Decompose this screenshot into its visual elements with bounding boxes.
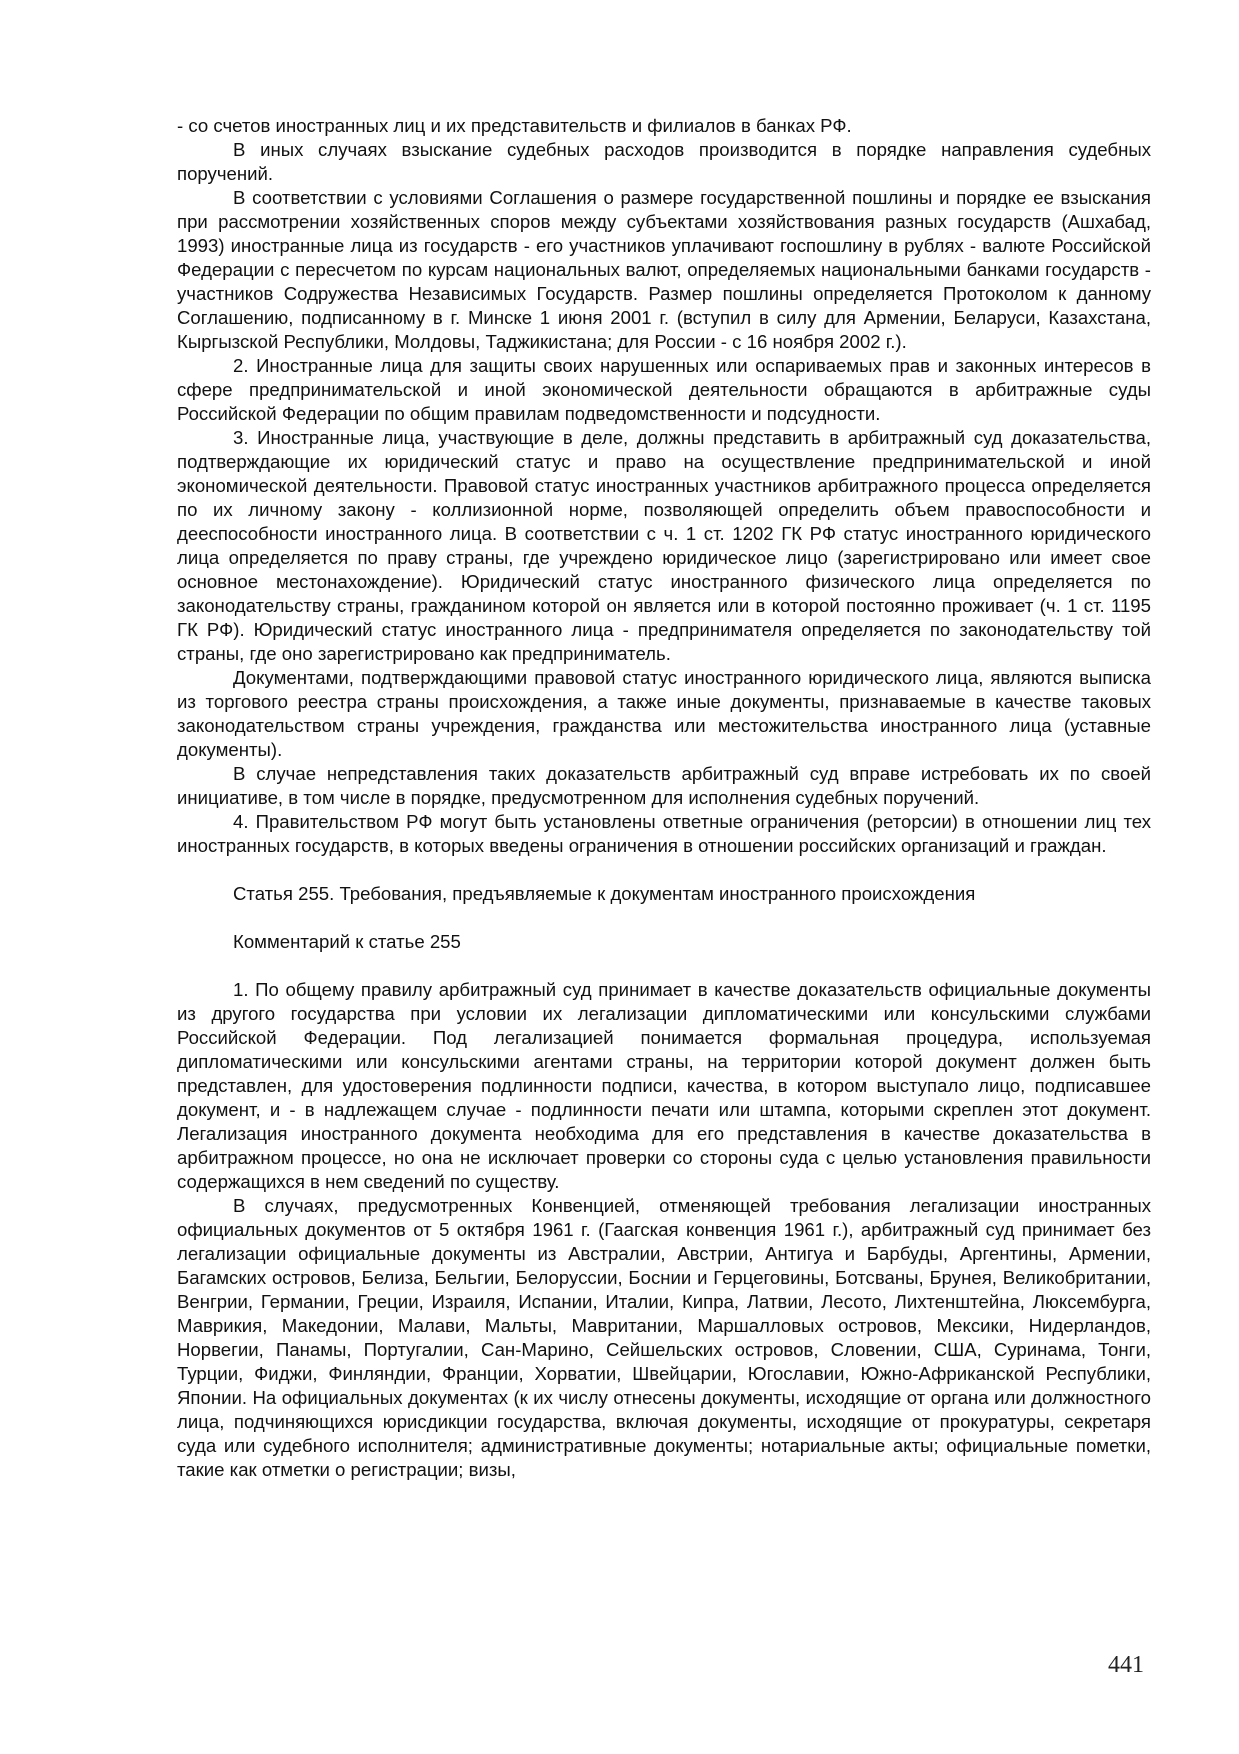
commentary-paragraph-1: 1. По общему правилу арбитражный суд принимает в качестве доказательств официальные документы из другого государства при условии их легализации дипломатическими или консульскими службами Российской Федерации. Под легализацией понимается формальная процедура, используемая дипломатическими или консульскими агентами страны, на территории которой документ должен быть представлен, для удостоверения подлинности подписи, качества, в котором выступало лицо, подписавшее документ, и - в надлежащем случае - подлинности печати или штампа, которыми скреплен этот документ. Легализация иностранного документа необходима для его представления в качестве доказательства в арбитражном процессе, но она не исключает проверки со стороны суда с целью установления правильности содержащихся в нем сведений по существу. xyxy=(177,979,1151,1192)
page-number: 441 xyxy=(1108,1652,1144,1678)
document-page xyxy=(177,114,1151,1482)
commentary-title: Комментарий к статье 255 xyxy=(233,931,461,952)
paragraph-bank-accounts: - со счетов иностранных лиц и их представительств и филиалов в банках РФ. xyxy=(177,115,852,136)
paragraph-item-2: 2. Иностранные лица для защиты своих нарушенных или оспариваемых прав и законных интересов в сфере предпринимательской и иной экономической деятельности обращаются в арбитражные суды Российской Федерации по общим правилам подведомственности и подсудности. xyxy=(177,355,1151,424)
paragraph-evidence-request: В случае непредставления таких доказательств арбитражный суд вправе истребовать их по своей инициативе, в том числе в порядке, предусмотренном для исполнения судебных поручений. xyxy=(177,763,1151,808)
spacer xyxy=(177,906,1151,930)
article-title: Статья 255. Требования, предъявляемые к документам иностранного происхождения xyxy=(233,883,976,904)
spacer xyxy=(177,858,1151,882)
paragraph-ashgabat-agreement: В соответствии с условиями Соглашения о размере государственной пошлины и порядке ее взыскания при рассмотрении хозяйственных споров между субъектами хозяйствования разных государств (Ашхабад, 1993) иностранные лица из государств - его участников уплачивают госпошлину в рублях - валюте Российской Федерации с пересчетом по курсам национальных валют, определяемых национальными банками государств - участников Содружества Независимых Государств. Размер пошлины определяется Протоколом к данному Соглашению, подписанному в г. Минске 1 июня 2001 г. (вступил в силу для Армении, Беларуси, Казахстана, Кыргызской Республики, Молдовы, Таджикистана; для России - с 16 ноября 2002 г.). xyxy=(177,187,1151,352)
commentary-paragraph-2: В случаях, предусмотренных Конвенцией, отменяющей требования легализации иностранных официальных документов от 5 октября 1961 г. (Гаагская конвенция 1961 г.), арбитражный суд принимает без легализации официальные документы из Австралии, Австрии, Антигуа и Барбуды, Аргентины, Армении, Багамских островов, Белиза, Бельгии, Белоруссии, Боснии и Герцеговины, Ботсваны, Брунея, Великобритании, Венгрии, Германии, Греции, Израиля, Испании, Италии, Кипра, Латвии, Лесото, Лихтенштейна, Люксембурга, Маврикия, Македонии, Малави, Мальты, Мавритании, Маршалловых островов, Мексики, Нидерландов, Норвегии, Панамы, Португалии, Сан-Марино, Сейшельских островов, Словении, США, Суринама, Тонги, Турции, Фиджи, Финляндии, Франции, Хорватии, Швейцарии, Югославии, Южно-Африканской Республики, Японии. На официальных документах (к их числу отнесены документы, исходящие от органа или должностного лица, подчиняющихся юрисдикции государства, включая документы, исходящие от прокуратуры, секретаря суда или судебного исполнителя; административные документы; нотариальные акты; официальные пометки, такие как отметки о регистрации; визы, xyxy=(177,1195,1151,1480)
paragraph-court-orders: В иных случаях взыскание судебных расходов производится в порядке направления судебных поручений. xyxy=(177,139,1151,184)
paragraph-item-4: 4. Правительством РФ могут быть установлены ответные ограничения (реторсии) в отношении лиц тех иностранных государств, в которых введены ограничения в отношении российских организаций и граждан. xyxy=(177,811,1151,856)
paragraph-legal-status-documents: Документами, подтверждающими правовой статус иностранного юридического лица, являются выписка из торгового реестра страны происхождения, а также иные документы, признаваемые в качестве таковых законодательством страны учреждения, гражданства или местожительства иностранного лица (уставные документы). xyxy=(177,667,1151,760)
spacer xyxy=(177,954,1151,978)
paragraph-item-3: 3. Иностранные лица, участвующие в деле, должны представить в арбитражный суд доказательства, подтверждающие их юридический статус и право на осуществление предпринимательской и иной экономической деятельности. Правовой статус иностранных участников арбитражного процесса определяется по их личному закону - коллизионной норме, позволяющей определить объем правоспособности и дееспособности иностранного лица. В соответствии с ч. 1 ст. 1202 ГК РФ статус иностранного юридического лица определяется по праву страны, где учреждено юридическое лицо (зарегистрировано или имеет свое основное местонахождение). Юридический статус иностранного физического лица определяется по законодательству страны, гражданином которой он является или в которой постоянно проживает (ч. 1 ст. 1195 ГК РФ). Юридический статус иностранного лица - предпринимателя определяется по законодательству той страны, где оно зарегистрировано как предприниматель. xyxy=(177,427,1151,664)
